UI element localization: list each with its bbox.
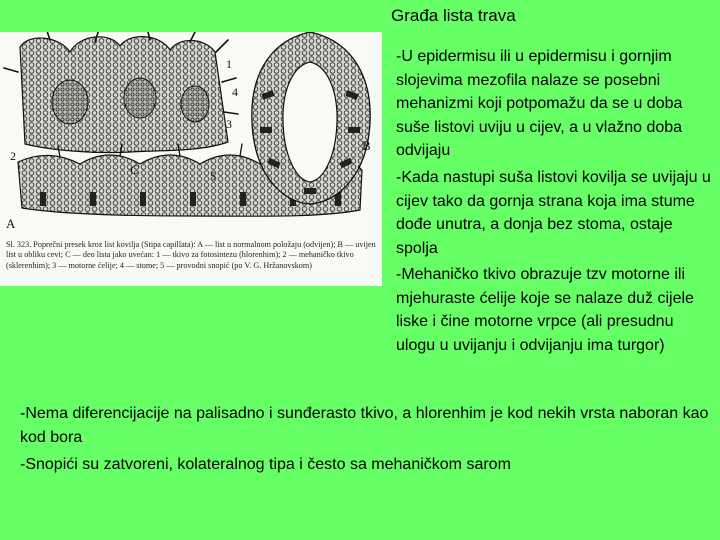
magnified-section-c: [4, 32, 238, 153]
paragraph-no-differentiation: -Nema diferencijacije na palisadno i sunđerasto tkivo, a hlorenhim je kod nekih vrsta naboran kao kod bora: [20, 405, 709, 446]
paragraph-drought-rolling: -Kada nastupi suša listovi kovilja se uvijaju u cijev tako da gornja strana koja ima stume dođe unutra, a donja bez stoma, ostaje spolja: [396, 169, 711, 257]
paragraph-closed-bundles: -Snopići su zatvoreni, kolateralnog tipa i često sa mehaničkom sarom: [20, 456, 511, 473]
label-3: 3: [226, 117, 232, 131]
leaf-cross-section-figure: [0, 32, 382, 286]
label-a: A: [6, 216, 16, 231]
label-b: B: [362, 138, 371, 153]
label-4: 4: [232, 85, 238, 99]
label-2: 2: [10, 149, 16, 163]
figure-caption: Sl. 323. Poprečni presek kroz list kovilja (Stipa capillata): A — list u normalnom položaju (odvijen); B — uvijen list u obliku cevi; C — deo lista jako uvećan: 1 — tkivo za fotosintezu (hlorenhim); 2 — mehaničko tkivo (sklerenhim); 3 — motorne ćelije; 4 — stome; 5 — provodni snopić (po V. G. Hržanovskom): [6, 240, 376, 270]
paragraph-epidermis-mechanisms: -U epidermisu ili u epidermisu i gornjim slojevima mezofila nalaze se posebni mehanizmi koji potpomažu da se u doba suše listovi uviju u cijev, a u vlažno doba odvijaju: [396, 48, 683, 159]
rolled-leaf-section-b: [252, 32, 370, 204]
paragraph-motor-cells: -Mehaničko tkivo obrazuje tzv motorne ili mjehuraste ćelije koje se nalaze duž cijele liske i čine motorne vrpce (ali presudnu ulogu u uvijanju i odvijanju ima turgor): [396, 266, 694, 354]
label-c: C: [130, 162, 139, 177]
label-5: 5: [210, 169, 216, 183]
label-1: 1: [226, 57, 232, 71]
slide-title: Građa lista trava: [391, 6, 516, 25]
